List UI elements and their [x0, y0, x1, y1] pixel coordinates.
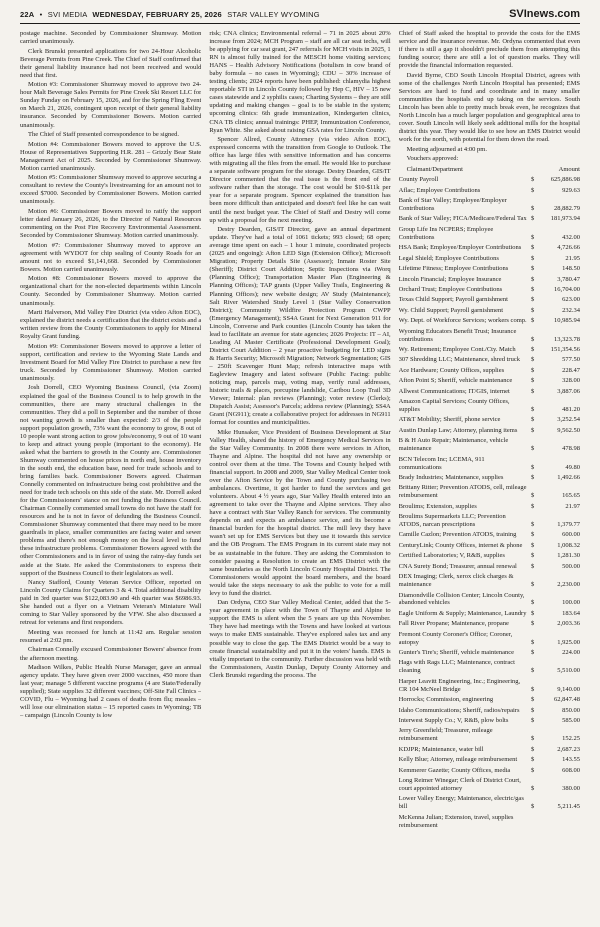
- voucher-header-amount: Amount: [558, 166, 580, 174]
- voucher-amount: 850.00: [562, 706, 580, 714]
- voucher-currency-symbol: $: [530, 244, 535, 252]
- voucher-row: [399, 777, 580, 793]
- voucher-claimant: Broulims Supermarkets LLC; Prevention ATODS, narcan prescriptions: [398, 513, 506, 529]
- voucher-amount: 3,887.06: [557, 387, 580, 395]
- voucher-currency-symbol: $: [530, 803, 535, 811]
- voucher-amount: 500.00: [562, 562, 580, 570]
- voucher-currency-symbol: $: [530, 766, 535, 774]
- voucher-claimant: Ace Hardware; County Offices, supplies: [398, 366, 505, 374]
- voucher-row: [399, 620, 580, 628]
- voucher-claimant: Legal Shield; Employee Contributions: [398, 254, 499, 262]
- voucher-row: [399, 592, 580, 608]
- voucher-claimant: Jerry Greenfield; Treasurer, mileage reimbursement: [398, 727, 493, 743]
- voucher-currency-symbol: $: [530, 735, 535, 743]
- voucher-row: [399, 456, 580, 472]
- voucher-currency-symbol: $: [530, 717, 535, 724]
- voucher-currency-symbol: $: [530, 377, 535, 385]
- voucher-claimant: Kemmerer Gazette; County Offices, media: [398, 766, 511, 774]
- voucher-row: [399, 307, 580, 315]
- voucher-claimant: Eagle Uniform & Supply; Maintenance, Laundry: [398, 609, 527, 617]
- voucher-claimant: Amazon Capital Services; County Offices, supplies: [398, 398, 510, 413]
- voucher-amount: 152.25: [562, 735, 580, 743]
- paragraph: Motion #8: Commissioner Bowers moved to approve the organizational chart for the non-elected departments within Lincoln County. Seconded by Commissioner Shumway. Motion carried unanimously.: [20, 275, 202, 307]
- voucher-amount: 4,726.66: [557, 244, 580, 252]
- voucher-amount: 623.00: [562, 296, 580, 304]
- voucher-claimant: Bank of Star Valley; Employee/Employer Contributions: [398, 197, 507, 213]
- voucher-amount: 143.55: [562, 756, 580, 764]
- voucher-amount: 28,882.79: [553, 205, 580, 213]
- voucher-amount: 608.00: [562, 766, 580, 774]
- paragraph: Mike Hunsaker, Vice President of Business Development at Star Valley Health, shared the history of Emergency Medical Services in the Star Valley Community. In 2008 there were services in Afton, Thayne and Alpine. The hospital did not have any ownership or control over them at the time. The Towns and County helped with financial support. In 2008 and 2009, Star Valley Medical Center took over the Afton Service by the Town and County purchasing two ambulances. Overtime, it got harder to fund the services and get volunteers. About 4 ½ years ago, Star Valley Health entered into an agreement to take over the Thayne and Alpine services. They also have a contract with Star Valley Ranch for services. The community depends on and expects an ambulance service, and its become a financial burden for the hospital district. The mill levy they have wasn't set up for EMS Services but they use it towards this service and the OB Program. The EMS Program in its current state may not be as sustainable in the future. They are asking the Commission to consider passing a Resolution to create an EMS District with the same boundaries as the North Lincoln County Hospital District. The Commissioners would appoint the board members, and the board would take the steps necessary to ask the public to vote for a mill levy to fund the district.: [209, 428, 391, 597]
- voucher-currency-symbol: $: [530, 205, 535, 213]
- voucher-amount: 3,780.47: [557, 275, 580, 283]
- voucher-row: [399, 388, 580, 396]
- voucher-claimant: Aflac; Employee Contributions: [398, 186, 481, 194]
- voucher-row: [399, 187, 580, 195]
- voucher-claimant: BCN Telecom Inc; LCEMA, 911 communications: [398, 455, 485, 471]
- voucher-amount: 625,886.98: [550, 176, 580, 184]
- voucher-row: [399, 610, 580, 618]
- voucher-row: [399, 563, 580, 571]
- column-2: [209, 30, 390, 910]
- voucher-amount: 2,230.00: [557, 581, 580, 589]
- voucher-currency-symbol: $: [530, 620, 535, 628]
- voucher-currency-symbol: $: [530, 473, 535, 481]
- voucher-currency-symbol: $: [530, 521, 535, 529]
- paragraph: Motion #7: Commissioner Shumway moved to approve an agreement with WYDOT for chip sealing of County Roads for an amount not to exceed $1,141,668. Seconded by Commissioner Bowers. Motion carried unanimously.: [20, 241, 202, 273]
- voucher-row: [399, 296, 580, 304]
- voucher-currency-symbol: $: [530, 296, 535, 304]
- voucher-amount: 10,985.94: [553, 317, 580, 325]
- voucher-claimant: CNA Surety Bond; Treasurer, annual renewal: [398, 562, 517, 570]
- voucher-amount: 1,925.00: [557, 638, 580, 646]
- voucher-amount: 151,354.56: [550, 345, 580, 353]
- voucher-row: [399, 696, 580, 704]
- voucher-row: [399, 226, 580, 242]
- voucher-amount: 49.80: [565, 463, 580, 471]
- voucher-amount: 3,252.54: [557, 416, 580, 424]
- voucher-claimant: Interwest Supply Co.; V, R&B, plow bolts: [398, 717, 509, 724]
- voucher-amount: 228.47: [562, 366, 580, 374]
- voucher-currency-symbol: $: [530, 186, 535, 194]
- voucher-amount: 165.65: [562, 492, 580, 500]
- voucher-row: [399, 255, 580, 263]
- masthead-region: STAR VALLEY WYOMING: [227, 10, 320, 19]
- voucher-claimant: AT&T Mobility; Sheriff, phone service: [398, 416, 501, 424]
- voucher-claimant: Allwest Communications; IT/GIS, internet: [398, 387, 510, 395]
- voucher-row: [399, 367, 580, 375]
- voucher-claimant: Group Life Ins NCPERS; Employee Contributions: [398, 225, 494, 241]
- column-3-paragraphs: [399, 30, 580, 163]
- voucher-claimant: Fall River Propane; Maintenance, propane: [398, 620, 509, 628]
- voucher-row: [399, 649, 580, 657]
- voucher-row: [399, 265, 580, 273]
- voucher-amount: 181,973.94: [550, 215, 580, 223]
- voucher-claimant: Wy. Dept. of Workforce Services; workers comp.: [398, 317, 527, 325]
- voucher-claimant: Long Reimer Winegar; Clerk of District Court, court appointed attorney: [398, 777, 521, 792]
- voucher-claimant: County Payroll: [398, 176, 439, 184]
- voucher-claimant: Orchard Trust; Employee Contributions: [398, 285, 503, 293]
- voucher-currency-symbol: $: [530, 317, 535, 325]
- voucher-row: [399, 416, 580, 424]
- voucher-currency-symbol: $: [530, 562, 535, 570]
- voucher-claimant: B & H Auto Repair; Maintenance, vehicle maintenance: [398, 437, 509, 453]
- voucher-amount: 380.00: [562, 784, 580, 792]
- voucher-row: [399, 756, 580, 764]
- voucher-claimant: Lower Valley Energy; Maintenance, electric/gas bill: [398, 795, 524, 811]
- voucher-currency-symbol: $: [530, 649, 535, 657]
- voucher-row: [399, 328, 580, 344]
- voucher-row: [399, 814, 580, 830]
- voucher-claimant: Idaho Communications; Sheriff, radios/repairs: [398, 706, 520, 714]
- voucher-currency-symbol: $: [530, 581, 535, 589]
- voucher-currency-symbol: $: [530, 265, 535, 273]
- voucher-currency-symbol: $: [530, 285, 535, 293]
- voucher-row: [399, 513, 580, 529]
- paragraph: Madison Wilkes, Public Health Nurse Manager, gave an annual agency update. They have given over 2000 vaccines, 450 more than last year; manage 5 different vaccine programs (4 are State/Federally supplied); State supplies 32 different vaccines; Off-Site Fall Clinics – COVID, Flu – Wyoming had 2 cases of deaths from flu; measles – will lose our elimination status – 15 reported cases in Wyoming; TB – campaign (Lincoln County is low: [20, 664, 202, 720]
- voucher-amount: 21.95: [565, 254, 580, 262]
- masthead-left: [20, 10, 320, 19]
- voucher-currency-symbol: $: [530, 784, 535, 792]
- voucher-currency-symbol: $: [530, 275, 535, 283]
- voucher-claimant: KDJPR; Maintenance, water bill: [398, 745, 484, 753]
- page-number: 22A: [20, 10, 35, 19]
- paragraph: Destry Dearden, GIS/IT Director, gave an annual department update. They've had a total of 1061 tickets; 993 closed; 68 open; average time spent on each – 1 hour 1 minute, coordinated projects (2025 and ongoing): Afton LED Sign (Extension Office); Microsoft Migration; Property Details Site (Assessor); Inmate Roster Site (Sheriff); District Court Addition; Septic Inspections via iWorq (Planning Office); Transportation Master Plan (Engineering & Planning Offices); TAP grants (Upper Valley Trails, Engineering & Planning Offices); new website design; AV Study (Maintenance); Salt River Watershed Study Level 1 (Star Valley Conservation District); Community Wildfire Protection Program CWPP (Emergency Management); SS4A Grant for Next Generation 911 for Lincoln, Converse and Park counties (Lincoln County has taken the lead to facilitate an avenue for state agencies; 2026 Projects: IT – AI, Leading AI Master Certificate (Professional Development Goal); District Court Addition – 2 year proactive budgeting for LED signs & Harris Security; Microsoft Migration; Network Segmentation; GIS – 250ft Scavenger Hunt Map; refresh interactive maps with Eagleview Imagery and latest software (Public Facing: public noticing map, parcels map, voting map, verify rural addresses, historic trails & places, porcupine landslide, Caribou Loop Trail 3D Viewer; Internal: plan reviews (Planning); voter review (Clerks); Dispatch Assist; Assessor's Parcels; address review (Planning); SS4A Grant (NG911); create a collaborative project for addresses in NG911 format for counties and municipalities.: [209, 226, 391, 427]
- voucher-row: [399, 474, 580, 482]
- voucher-currency-symbol: $: [530, 609, 535, 617]
- voucher-row: [399, 484, 580, 500]
- paragraph: postage machine. Seconded by Commissioner Shumway. Motion carried unanimously.: [20, 30, 202, 46]
- voucher-claimant: Lincoln Financial; Employee Insurance: [398, 275, 502, 283]
- voucher-currency-symbol: $: [530, 502, 535, 510]
- voucher-row: [399, 573, 580, 589]
- paragraph: Meeting adjourned at 4:00 pm.: [406, 145, 487, 153]
- voucher-rows: [399, 176, 580, 832]
- voucher-currency-symbol: $: [530, 176, 535, 184]
- voucher-currency-symbol: $: [530, 345, 535, 353]
- voucher-currency-symbol: $: [530, 416, 535, 424]
- voucher-claimant: Diamondville Collision Center; Lincoln County, abandoned vehicles: [398, 591, 525, 607]
- voucher-row: [399, 398, 580, 414]
- masthead-date: WEDNESDAY, FEBRUARY 25, 2026: [92, 10, 222, 19]
- paragraph: Motion #5: Commissioner Shumway moved to approve securing a consultant to review the County's livestreaming for an amount not to exceed $7000. Seconded by Commissioner Bowers. Motion carried unanimously.: [20, 174, 202, 206]
- voucher-currency-symbol: $: [530, 685, 535, 693]
- voucher-row: [399, 727, 580, 743]
- voucher-amount: 1,281.30: [557, 552, 580, 560]
- voucher-row: [399, 244, 580, 252]
- voucher-claimant: Horrocks; Commission, engineering: [398, 696, 494, 704]
- voucher-amount: 9,140.00: [557, 685, 580, 693]
- voucher-claimant: Texas Child Support; Payroll garnishment: [398, 296, 508, 304]
- voucher-amount: 5,211.45: [557, 803, 580, 811]
- voucher-amount: 232.34: [562, 306, 580, 314]
- voucher-row: [399, 427, 580, 435]
- voucher-amount: 577.50: [562, 356, 580, 364]
- voucher-currency-symbol: $: [530, 215, 535, 223]
- voucher-claimant: Lifetime Fitness; Employee Contributions: [398, 265, 509, 273]
- voucher-amount: 432.00: [562, 233, 580, 241]
- paragraph: Vouchers approved:: [406, 155, 459, 163]
- voucher-amount: 224.00: [562, 649, 580, 657]
- voucher-amount: 2,003.36: [557, 620, 580, 628]
- voucher-currency-symbol: $: [530, 756, 535, 764]
- masthead-brand: SVI MEDIA: [47, 10, 88, 19]
- voucher-currency-symbol: $: [530, 445, 535, 453]
- voucher-currency-symbol: $: [530, 306, 535, 314]
- voucher-claimant: Austin Dunlap Law; Attorney, planning items: [398, 426, 518, 434]
- voucher-currency-symbol: $: [530, 531, 535, 539]
- voucher-currency-symbol: $: [530, 356, 535, 364]
- voucher-amount: 62,847.48: [553, 696, 580, 704]
- voucher-amount: 1,492.66: [557, 473, 580, 481]
- voucher-currency-symbol: $: [530, 667, 535, 675]
- paragraph: Marti Halverson, Mid Valley Fire District (via video Afton EOC), explained the district needs a certification that the district exists and a written review from the County Commissioners to apply for Mineral Royalty Grant funding.: [20, 309, 202, 341]
- voucher-currency-symbol: $: [530, 552, 535, 560]
- voucher-header-claimant: Claimant/Department: [406, 166, 463, 174]
- paragraph: The Chief of Staff presented correspondence to be signed.: [28, 131, 179, 139]
- voucher-amount: 100.00: [562, 599, 580, 607]
- voucher-claimant: Hags with Rags LLC; Maintenance, contract cleaning: [398, 659, 515, 675]
- voucher-currency-symbol: $: [530, 406, 535, 413]
- voucher-table-header: [399, 166, 580, 174]
- voucher-currency-symbol: $: [530, 463, 535, 471]
- voucher-row: [399, 503, 580, 511]
- voucher-amount: 328.00: [562, 377, 580, 385]
- paragraph: Chief of Staff asked the hospital to provide the costs for the EMS service and the insurance revenue. Mr. Ordyna commented that even if there is still a gap it shouldn't preclude them from attempting this funding source; there are still a lot of question marks. They will provide the financial information requested.: [398, 30, 580, 70]
- voucher-amount: 600.00: [562, 531, 580, 539]
- voucher-currency-symbol: $: [530, 599, 535, 607]
- masthead: [20, 8, 580, 24]
- voucher-claimant: Camille Cazlon; Prevention ATODS, training: [398, 531, 517, 539]
- column-2-paragraphs: [209, 30, 390, 680]
- paragraph: Spencer Allred, County Attorney (via video Afton EOC), expressed concerns with the transition from Google to Outlook. The office has large files with sensitive information and has concerns with migrating all the files from the email. He would like to purchase a separate software program for the storage. Destry Dearden, GIS/IT Director commented that the real issue is the front end of the software rather than the storage. The cost would be $10-$11k per year for a separate program. Spencer explained the transition has been more difficult than anticipated and doesn't feel like he can wait until the next budget year. The Chief of Staff and Destry will come up with a proposal for the next meeting.: [209, 136, 391, 224]
- voucher-currency-symbol: $: [530, 541, 535, 549]
- voucher-amount: 16,704.00: [553, 285, 580, 293]
- voucher-claimant: 307 Shredding LLC; Maintenance, shred truck: [398, 356, 520, 364]
- column-1: [20, 30, 201, 910]
- voucher-claimant: Wyoming Educators Benefit Trust; Insurance contributions: [398, 327, 517, 343]
- voucher-row: [399, 795, 580, 811]
- voucher-claimant: Afton Point S; Sheriff, vehicle maintenance: [398, 377, 513, 385]
- voucher-claimant: Kelly Blue; Attorney, mileage reimbursement: [398, 756, 518, 764]
- voucher-claimant: Brady Industries; Maintenance, supplies: [398, 473, 504, 481]
- voucher-amount: 21.97: [565, 502, 580, 510]
- masthead-separator: •: [39, 10, 43, 19]
- voucher-currency-symbol: $: [530, 745, 535, 753]
- voucher-row: [399, 286, 580, 294]
- paragraph: Motion #6: Commissioner Bowers moved to ratify the support letter dated January 26, 2026, to the Director of Natural Resources commenting on the Post Fire Recovery Environmental Assessment. Seconded by Commissioner Shumway. Motion carried unanimously.: [20, 207, 202, 240]
- voucher-amount: 2,687.23: [557, 745, 580, 753]
- voucher-currency-symbol: $: [530, 706, 535, 714]
- voucher-claimant: McKenna Julian; Extension, travel, supplies reimbursement: [398, 813, 514, 829]
- voucher-amount: 183.64: [562, 609, 580, 617]
- voucher-currency-symbol: $: [530, 335, 535, 343]
- voucher-currency-symbol: $: [530, 696, 535, 704]
- voucher-claimant: Gunter's Tire's; Sheriff, vehicle maintenance: [398, 649, 515, 657]
- voucher-row: [399, 176, 580, 184]
- voucher-amount: 5,510.00: [557, 667, 580, 675]
- voucher-currency-symbol: $: [530, 387, 535, 395]
- paragraph: Motion #3: Commissioner Shumway moved to approve two 24-hour Malt Beverage Sales Permits for Pine Creek Ski Resort LLC for Sunday Funday on February 15, 2026, and for the Spring Fling Event on March 21, 2026, contingent upon receipt of their general liability insurance. Seconded by Commissioner Bowers. Motion carried unanimously.: [20, 81, 202, 129]
- voucher-amount: 929.63: [562, 186, 580, 194]
- voucher-row: [399, 346, 580, 354]
- paragraph: Meeting was recessed for lunch at 11:42 am. Regular session resumed at 2:02 pm.: [20, 628, 202, 644]
- voucher-amount: 148.50: [562, 265, 580, 273]
- voucher-row: [399, 197, 580, 213]
- voucher-row: [399, 377, 580, 385]
- paragraph: Josh Dorrell, CEO Wyoming Business Council, (via Zoom) explained the goal of the Business Council is to help growth in the communities, there are many structural challenges in the communities. They did a poll in September and the number of those not wanting growth is smaller than expected: 2/3 of the people support population growth, 73% want the economy to grow, 8 out of 10 people want strong action to grow jobs/economy, 9 out of 10 want to keep and attract young people (important to the economy). He asked what the barriers to growth in the County are. Commissioner Shumway commented on house prices in north end, house inventory in the south end, the education base, need for trade schools and to bring families back. Commissioner Bowers agreed. Chairman Connelly commented on infrastructure being cost prohibitive and the need for trade tech schools on this side of the state. Mr. Dorrell asked for the Commissioners' stance on not funding the Business Council. Chairman Connelly commented small towns do not have the staff for resources and he is not in favor of defunding the Business Council. Commissioner Shumway commented that there may need to be more guardrails in place, smaller communities are facing water and sewer problems and there's not enough money on the local level to fund these infrastructure problems. Commissioner Bowers agreed with the other Commissioners and is in favor of using the rainy-day funds set aside at the State. He asked the Commissioners to express their support of the Business Council to their legislators as well.: [20, 384, 202, 577]
- voucher-row: [399, 678, 580, 694]
- voucher-amount: 1,008.32: [557, 541, 580, 549]
- voucher-claimant: Certified Laboratories; V, R&B, supplies: [398, 552, 505, 560]
- voucher-amount: 9,562.50: [557, 426, 580, 434]
- paragraph: Motion #4: Commissioner Bowers moved to approve the U.S. House of Representatives Supporting H.R. 281 – Grizzly Bear State Management Act of 2025. Seconded by Commissioner Shumway. Motion carried unanimously.: [20, 140, 202, 172]
- paragraph: Clerk Brunski presented applications for two 24-Hour Alcoholic Beverage Permits from Pine Creek. The Chief of Staff confirmed that their general liability insurance had not been received and would need that first.: [20, 47, 202, 79]
- voucher-row: [399, 631, 580, 647]
- voucher-claimant: CenturyLink; County Offices, internet & phone: [398, 541, 523, 549]
- voucher-currency-symbol: $: [530, 492, 535, 500]
- paragraph: Chairman Connelly excused Commissioner Bowers' absence from the afternoon meeting.: [20, 646, 202, 662]
- voucher-row: [399, 552, 580, 560]
- column-1-paragraphs: [20, 30, 201, 720]
- voucher-claimant: HSA Bank; Employee/Employer Contributions: [398, 244, 522, 252]
- voucher-amount: 585.00: [562, 717, 580, 724]
- paragraph: David Byrne, CEO South Lincoln Hospital District, agrees with some of the challenges North Lincoln Hospital has presented; EMS Services are hard to fund and coordinate and in many smaller communities the hospitals end up taking on the services. South Lincoln has been able to pretty much break even, he recognizes that North Lincoln has a much larger population and geographical area to cover. South Lincoln will likely seek additional mills for the hospital district this year. They would like to see how an EMS District would work for the north, with potential for them down the road.: [398, 71, 580, 144]
- voucher-currency-symbol: $: [530, 254, 535, 262]
- voucher-row: [399, 542, 580, 550]
- voucher-claimant: DEX Imaging; Clerk, xerox click charges & maintenance: [398, 573, 514, 589]
- paragraph: Motion #9: Commissioner Bowers moved to approve a letter of support, certification and review to the Wyoming State Lands and Investment Board for Mid Valley Fire District to purchase a new fire truck. Seconded by Commissioner Shumway. Motion carried unanimously.: [20, 342, 202, 382]
- voucher-currency-symbol: $: [530, 366, 535, 374]
- voucher-amount: 1,379.77: [557, 521, 580, 529]
- voucher-row: [399, 437, 580, 453]
- voucher-claimant: Brittany Ritter; Prevention ATODS, cell, mileage reimbursement: [398, 484, 527, 500]
- voucher-row: [399, 659, 580, 675]
- column-3: [399, 30, 580, 910]
- voucher-currency-symbol: $: [530, 638, 535, 646]
- voucher-row: [399, 276, 580, 284]
- voucher-claimant: Broulims; Extension, supplies: [398, 502, 477, 510]
- voucher-currency-symbol: $: [530, 426, 535, 434]
- voucher-row: [399, 707, 580, 715]
- paragraph: risk; CNA clinics; Environmental referral – 71 in 2025 about 20% increase from 2024; MCH Program – staff are all car seat techs, will be applying for car seat grant, 247 referrals for MCH visits in 2025, 1 RN is almost fully trained for the MESCH home visiting services; HANS – Health Advisory Notifications (botulism in cow brand of baby formula – no cases in Wyoming); CDU – 30% increase of testing clients; 2024 reports have been published: chlamydia highest reportable STI in Lincoln County followed by Hep C, HIV – 15 new cases statewide and 2 syphilis cases; Charting Systems – they are still updating and making changes – goal is to be stable in the system; upcoming clinics: 6th grade immunization, Kindergarten clinics, CNA TB clinics; annual trainings: PHEP, Immunization Conference, Ryan White. She asked about raising GSA rates for Lincoln County.: [209, 30, 391, 134]
- voucher-claimant: Wy. Child Support; Payroll garnishment: [398, 306, 504, 314]
- voucher-row: [399, 356, 580, 364]
- voucher-claimant: Bank of Star Valley; FICA/Medicare/Federal Tax: [398, 215, 527, 223]
- voucher-claimant: Fremont County Coroner's Office; Coroner, autopsy: [398, 630, 513, 646]
- voucher-row: [399, 746, 580, 754]
- paragraph: Nancy Stafford, County Veteran Service Officer, reported on Lincoln County Claims for Quarters 3 & 4. Total additional disability paid in 3rd quarter was $122,083.90 and 4th quarter was $6986.93. She handed out a flyer on a Vietnam Veteran's Miniature Wall coming to Star Valley sponsored by the VFW. She also discussed a retreat for veterans and first responders.: [20, 579, 202, 627]
- voucher-row: [399, 317, 580, 325]
- paragraph: Dan Ordyna, CEO Star Valley Medical Center, added that the 5-year agreement in place with the Town of Thayne and Alpine to support the EMS is silent when the 5 years are up this November. They have had meetings with the Towns and have looked at various ways to make EMS sustainable. They've explored sales tax and any possible way to close the gap. The EMS District would be a way to create financial sustainability and put it in the voters' hands. EMS is vitally important to the community. Further discussion was held with the Commissioners, Austin Dunlap, Deputy County Attorney and Clerk Brunski regarding the process. The: [209, 599, 391, 679]
- voucher-amount: 13,323.78: [553, 335, 580, 343]
- voucher-row: [399, 215, 580, 223]
- voucher-row: [399, 767, 580, 775]
- voucher-amount: 478.98: [562, 445, 580, 453]
- voucher-claimant: Wy. Retirement; Employee Cont./Cty. Match: [398, 345, 516, 353]
- voucher-claimant: Harper Leavitt Engineering, Inc.; Engineering, CR 104 McNeel Bridge: [398, 677, 521, 693]
- voucher-currency-symbol: $: [530, 233, 535, 241]
- voucher-row: [399, 717, 580, 725]
- article-columns: [20, 30, 580, 910]
- masthead-site: SVInews.com: [509, 8, 580, 20]
- voucher-row: [399, 531, 580, 539]
- voucher-amount: 481.20: [562, 406, 580, 413]
